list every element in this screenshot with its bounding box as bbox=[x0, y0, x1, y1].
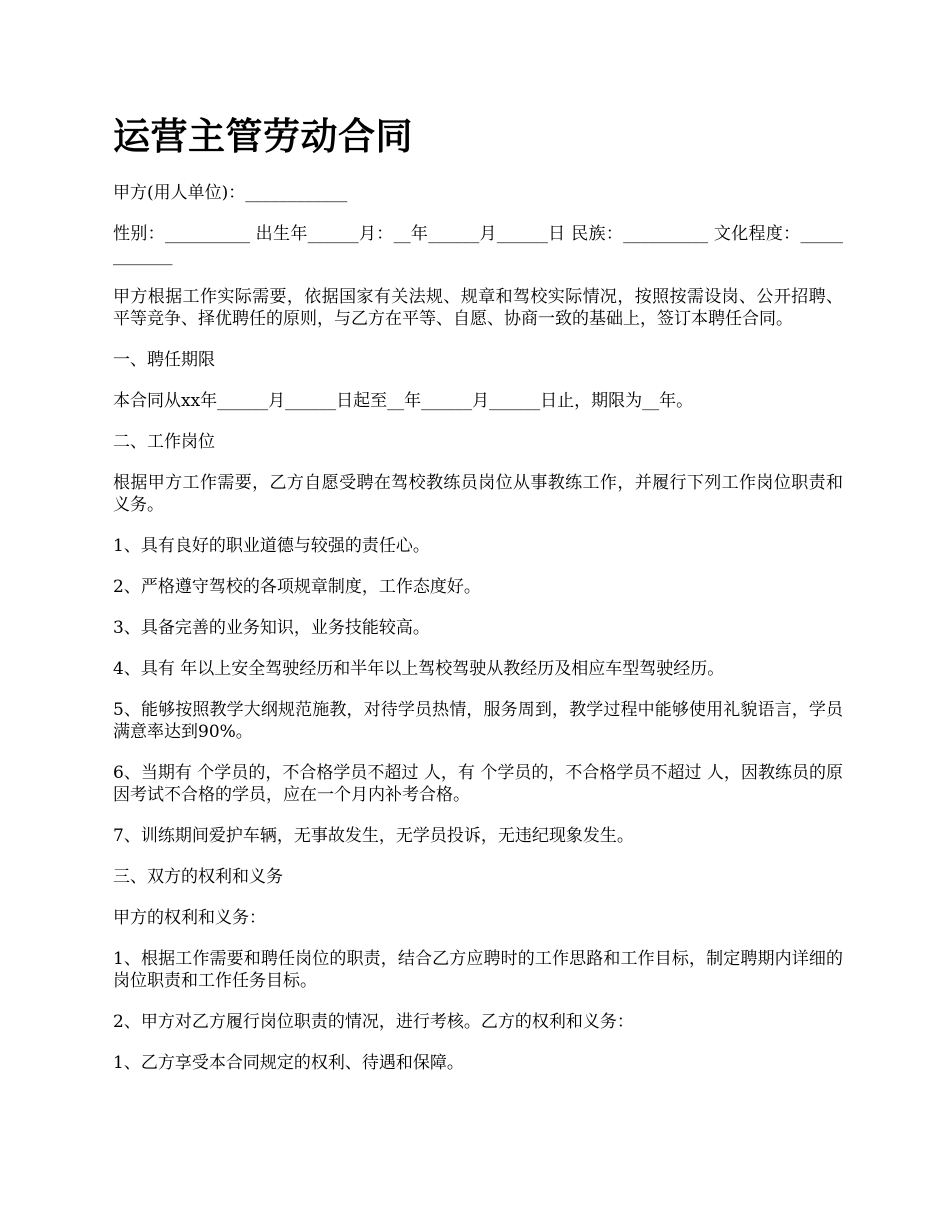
document-title: 运营主管劳动合同 bbox=[113, 114, 413, 158]
section-heading-term: 一、聘任期限 bbox=[113, 350, 215, 370]
party-a-line: 甲方(用人单位)：____________ bbox=[113, 183, 348, 203]
duty-item-3: 3、具备完善的业务知识，业务技能较高。 bbox=[113, 618, 430, 638]
party-b-right-1: 1、乙方享受本合同规定的权利、待遇和保障。 bbox=[113, 1053, 464, 1073]
duty-item-5: 5、能够按照教学大纲规范施教，对待学员热情，服务周到，教学过程中能够使用礼貌语言，学员满意率达到90%。 bbox=[113, 700, 843, 742]
party-a-right-1: 1、根据工作需要和聘任岗位的职责，结合乙方应聘时的工作思路和工作目标，制定聘期内详细的岗位职责和工作任务目标。 bbox=[113, 949, 843, 991]
party-a-right-2: 2、甲方对乙方履行岗位职责的情况，进行考核。乙方的权利和义务： bbox=[113, 1012, 634, 1032]
personal-info-line: 性别：__________ 出生年______月：__年______月______日 民族：__________ 文化程度：____________ bbox=[113, 224, 843, 266]
preamble-paragraph: 甲方根据工作实际需要，依据国家有关法规、规章和驾校实际情况，按照按需设岗、公开招聘、平等竞争、择优聘任的原则，与乙方在平等、自愿、协商一致的基础上，签订本聘任合同。 bbox=[113, 287, 843, 329]
duty-item-7: 7、训练期间爱护车辆，无事故发生，无学员投诉，无违纪现象发生。 bbox=[113, 826, 634, 846]
duty-item-2: 2、严格遵守驾校的各项规章制度，工作态度好。 bbox=[113, 577, 481, 597]
duty-item-6: 6、当期有 个学员的，不合格学员不超过 人，有 个学员的，不合格学员不超过 人，因教练员的原因考试不合格的学员，应在一个月内补考合格。 bbox=[113, 763, 843, 805]
section-heading-position: 二、工作岗位 bbox=[113, 432, 215, 452]
section-heading-rights: 三、双方的权利和义务 bbox=[113, 867, 283, 887]
party-a-rights-heading: 甲方的权利和义务： bbox=[113, 908, 266, 928]
position-paragraph: 根据甲方工作需要，乙方自愿受聘在驾校教练员岗位从事教练工作，并履行下列工作岗位职责和义务。 bbox=[113, 473, 843, 515]
duty-item-4: 4、具有 年以上安全驾驶经历和半年以上驾校驾驶从教经历及相应车型驾驶经历。 bbox=[113, 659, 725, 679]
term-paragraph: 本合同从xx年______月______日起至__年______月______日止，期限为__年。 bbox=[113, 391, 694, 411]
document-page bbox=[113, 112, 843, 1093]
duty-item-1: 1、具有良好的职业道德与较强的责任心。 bbox=[113, 536, 430, 556]
